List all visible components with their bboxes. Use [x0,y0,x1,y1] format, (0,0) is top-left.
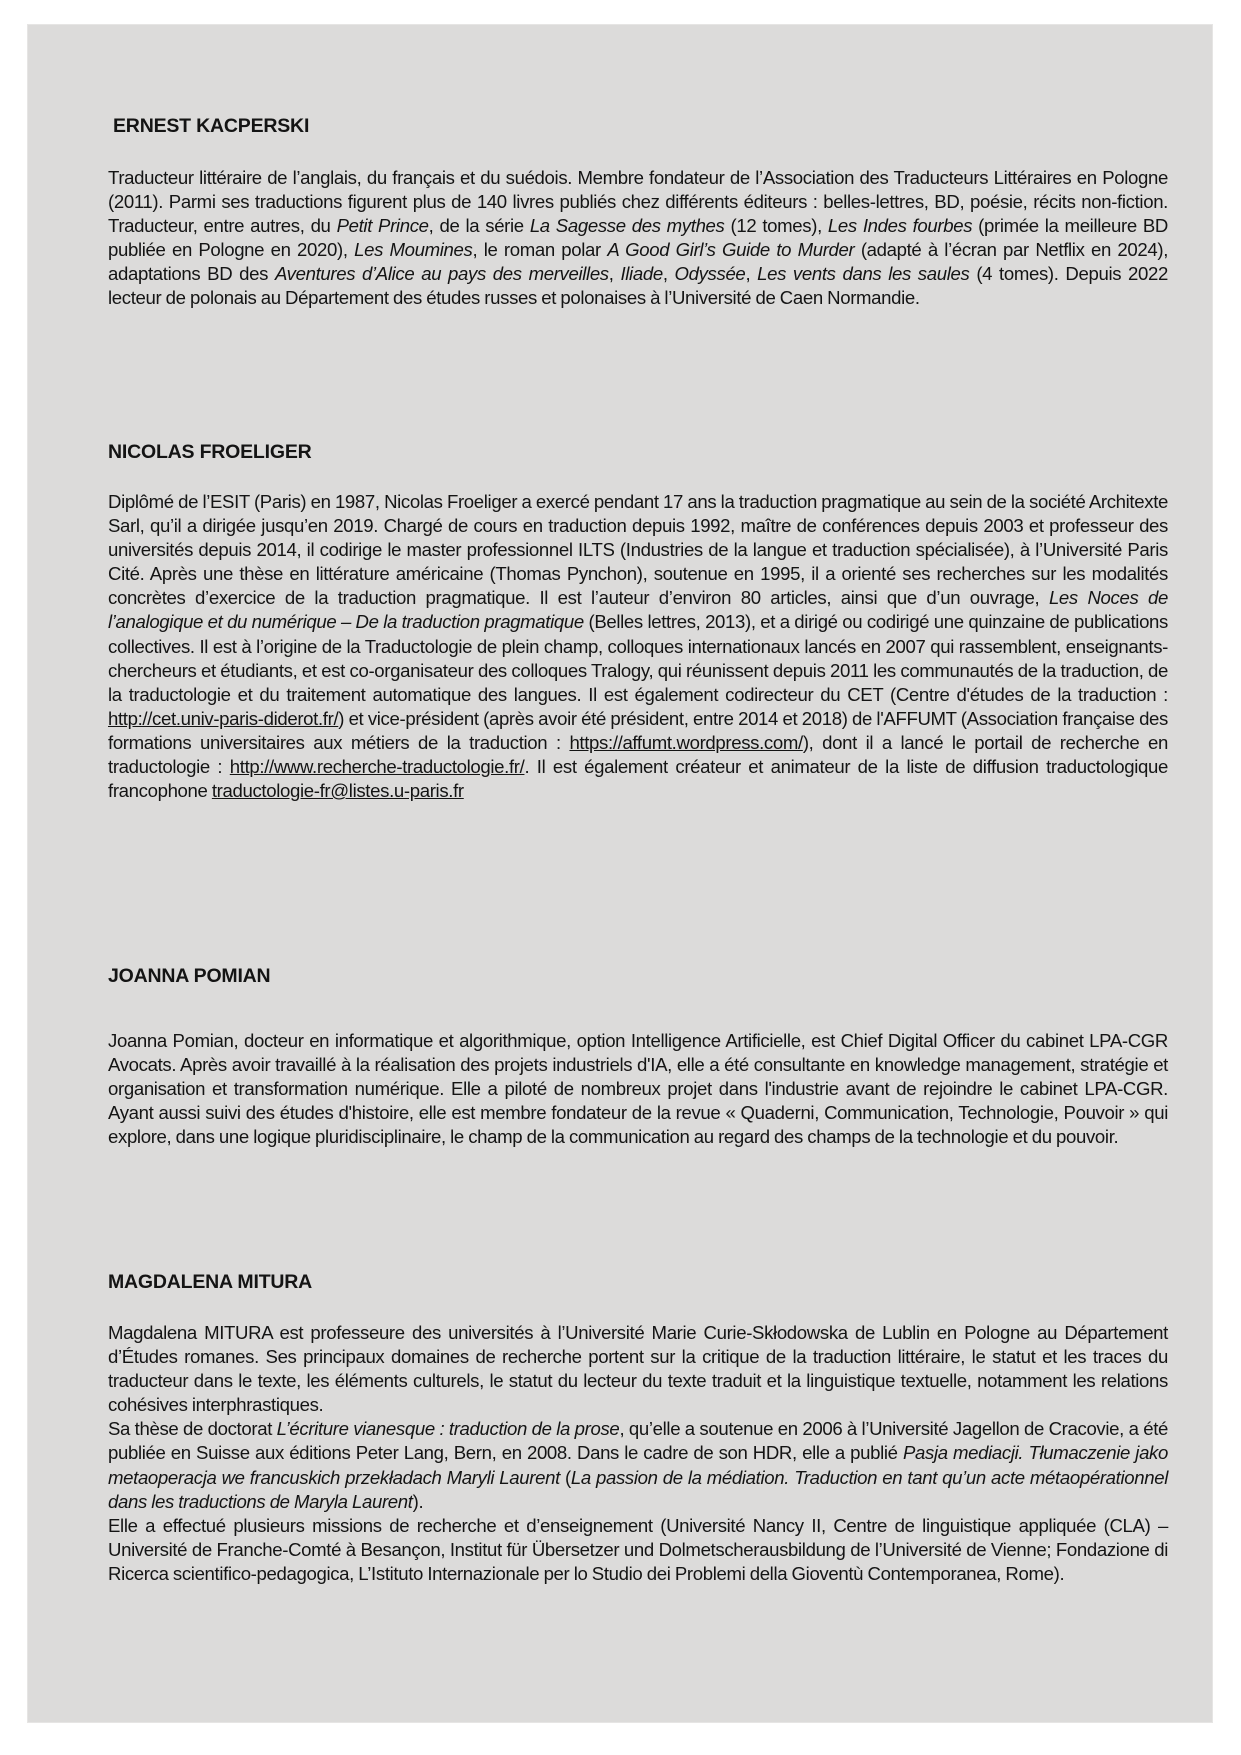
person-name: JOANNA POMIAN [108,965,271,987]
text-run: (4 tomes). Depuis 2022 lecteur de polonais au Département des études russes et polonaises à l’Université de Caen Normandie. [108,263,1169,309]
text-run: ( [559,1466,571,1488]
person-name: MAGDALENA MITURA [108,1271,313,1293]
text-run: Traducteur littéraire de l’anglais, du français et du suédois. Membre fondateur de l’Association des Traducteurs Littéraires en Pologne (2011). Parmi ses traductions figurent plus de 140 livres publiés chez différents éditeurs : belles-lettres, BD, poésie, récits non-fiction. Traducteur, entre autres, du [108,167,1168,237]
bio-paragraph [108,1417,1168,1513]
inline-link[interactable]: http://www.recherche-traductologie.fr/ [229,756,525,778]
text-run: , [608,263,621,285]
bio-paragraph [108,1514,1168,1586]
italic-title: La Sagesse des mythes [529,215,725,237]
text-run: , [745,263,758,285]
bio-text [108,166,1168,311]
text-run: , de la série [428,215,530,237]
bio-section-mitura [108,1269,1168,1586]
italic-title: Odyssée [674,263,746,285]
bio-section-froeliger [108,439,1168,803]
italic-title: L’écriture vianesque : traduction de la prose [276,1418,620,1440]
bio-text [108,490,1168,803]
text-run: (Belles lettres, 2013), et a dirigé ou codirigé une quinzaine de publications collectives. Il est à l’origine de la Traductologie de plein champ, colloques internationaux lancés en 2007 qui rassemblent, enseignants-chercheurs et étudiants, et est co-organisateur des colloques Tralogy, qui réunissent depuis 2011 les communautés de la traduction, de la traductologie et du traitement automatique des langues. Il est également codirecteur du CET (Centre d'études de la traduction : [108,611,1168,705]
italic-title: Les vents dans les saules [757,263,970,285]
text-run: ). [412,1490,424,1512]
text-run: . Il est également créateur et animateur de la liste de diffusion traductologique francophone [108,756,1168,802]
text-run: Magdalena MITURA est professeure des universités à l’Université Marie Curie-Skłodowska de Lublin en Pologne au Département d’Études romanes. Ses principaux domaines de recherche portent sur la critique de la traduction littéraire, le statut et les traces du traducteur dans le texte, les éléments culturels, le statut du lecteur du texte traduit et la linguistique textuelle, notamment les relations cohésives interphrastiques. [108,1322,1168,1416]
bio-section-pomian [108,963,1168,1149]
bio-paragraph [108,1321,1168,1417]
text-run: , [662,263,675,285]
italic-title: Pasja mediacji. Tłumaczenie jako metaoperacja we francuskich przekładach Maryli Laurent [108,1442,1168,1488]
italic-title: Petit Prince [336,215,429,237]
italic-title: Aventures d’Alice au pays des merveilles [274,263,609,285]
text-run: Joanna Pomian, docteur en informatique et algorithmique, option Intelligence Artificielle, est Chief Digital Officer du cabinet LPA-CGR Avocats. Après avoir travaillé à la réalisation des projets industriels d'IA, elle a été consultante en knowledge management, stratégie et organisation et transformation numérique. Elle a piloté de nombreux projet dans l'industrie avant de rejoindre le cabinet LPA-CGR. Ayant aussi suivi des études d'histoire, elle est membre fondateur de la revue « Quaderni, Communication, Technologie, Pouvoir » qui explore, dans une logique pluridisciplinaire, le champ de la communication au regard des champs de la technologie et du pouvoir. [108,1030,1168,1148]
text-run: Sa thèse de doctorat [108,1418,277,1440]
bio-paragraph [108,1029,1168,1149]
inline-link[interactable]: http://cet.univ-paris-diderot.fr/ [108,707,339,729]
bio-paragraph [108,490,1168,803]
inline-link[interactable]: traductologie-fr@listes.u-paris.fr [211,780,464,802]
italic-title: Les Noces de l’analogique et du numérique – De la traduction pragmatique [108,587,1168,633]
inline-link[interactable]: https://affumt.wordpress.com/ [569,731,803,753]
text-run: Diplômé de l’ESIT (Paris) en 1987, Nicolas Froeliger a exercé pendant 17 ans la traduction pragmatique au sein de la société Architexte Sarl, qu’il a dirigée jusqu’en 2019. Chargé de cours en traduction depuis 1992, maître de conférences depuis 2003 et professeur des universités depuis 2014, il codirige le master professionnel ILTS (Industries de la langue et traduction spécialisée), à l’Université Paris Cité. Après une thèse en littérature américaine (Thomas Pynchon), soutenue en 1995, il a orienté ses recherches sur les modalités concrètes d’exercice de la traduction pragmatique. Il est l’auteur d’environ 80 articles, ainsi que d’un ouvrage, [108,491,1168,609]
person-name: ERNEST KACPERSKI [113,115,310,137]
person-name: NICOLAS FROELIGER [108,441,312,463]
text-run: (12 tomes), [724,215,828,237]
bio-text [108,1029,1168,1149]
italic-title: Les Moumines [354,239,473,261]
page-panel [28,25,1212,1722]
italic-title: Les Indes fourbes [827,215,973,237]
text-run: , qu’elle a soutenue en 2006 à l’Université Jagellon de Cracovie, a été publiée en Suisse aux éditions Peter Lang, Bern, en 2008. Dans le cadre de son HDR, elle a publié [108,1418,1168,1464]
text-run: Elle a effectué plusieurs missions de recherche et d’enseignement (Université Nancy II, Centre de linguistique appliquée (CLA) – Université de Franche-Comté à Besançon, Institut für Übersetzer und Dolmetscherausbildung de l’Université de Vienne; Fondazione di Ricerca scientifico-pedagogica, L’Istituto Internazionale per lo Studio dei Problemi della Gioventù Contemporanea, Rome). [108,1514,1168,1584]
bio-paragraph [108,166,1168,311]
bio-text [108,1321,1168,1586]
bio-section-kacperski [108,113,1168,311]
text-run: ) et vice-président (après avoir été président, entre 2014 et 2018) de l'AFFUMT (Association française des formations universitaires aux métiers de la traduction : [108,707,1168,753]
text-run: ), dont il a lancé le portail de recherche en traductologie : [108,731,1168,778]
italic-title: A Good Girl’s Guide to Murder [607,239,855,261]
italic-title: Iliade [620,263,663,285]
text-run: (adapté à l’écran par Netflix en 2024), adaptations BD des [108,239,1169,285]
text-run: (primée la meilleure BD publiée en Pologne en 2020), [108,215,1168,261]
italic-title: La passion de la médiation. Traduction en tant qu’un acte métaopérationnel dans les traductions de Maryla Laurent [108,1466,1168,1512]
text-run: , le roman polar [472,239,608,261]
